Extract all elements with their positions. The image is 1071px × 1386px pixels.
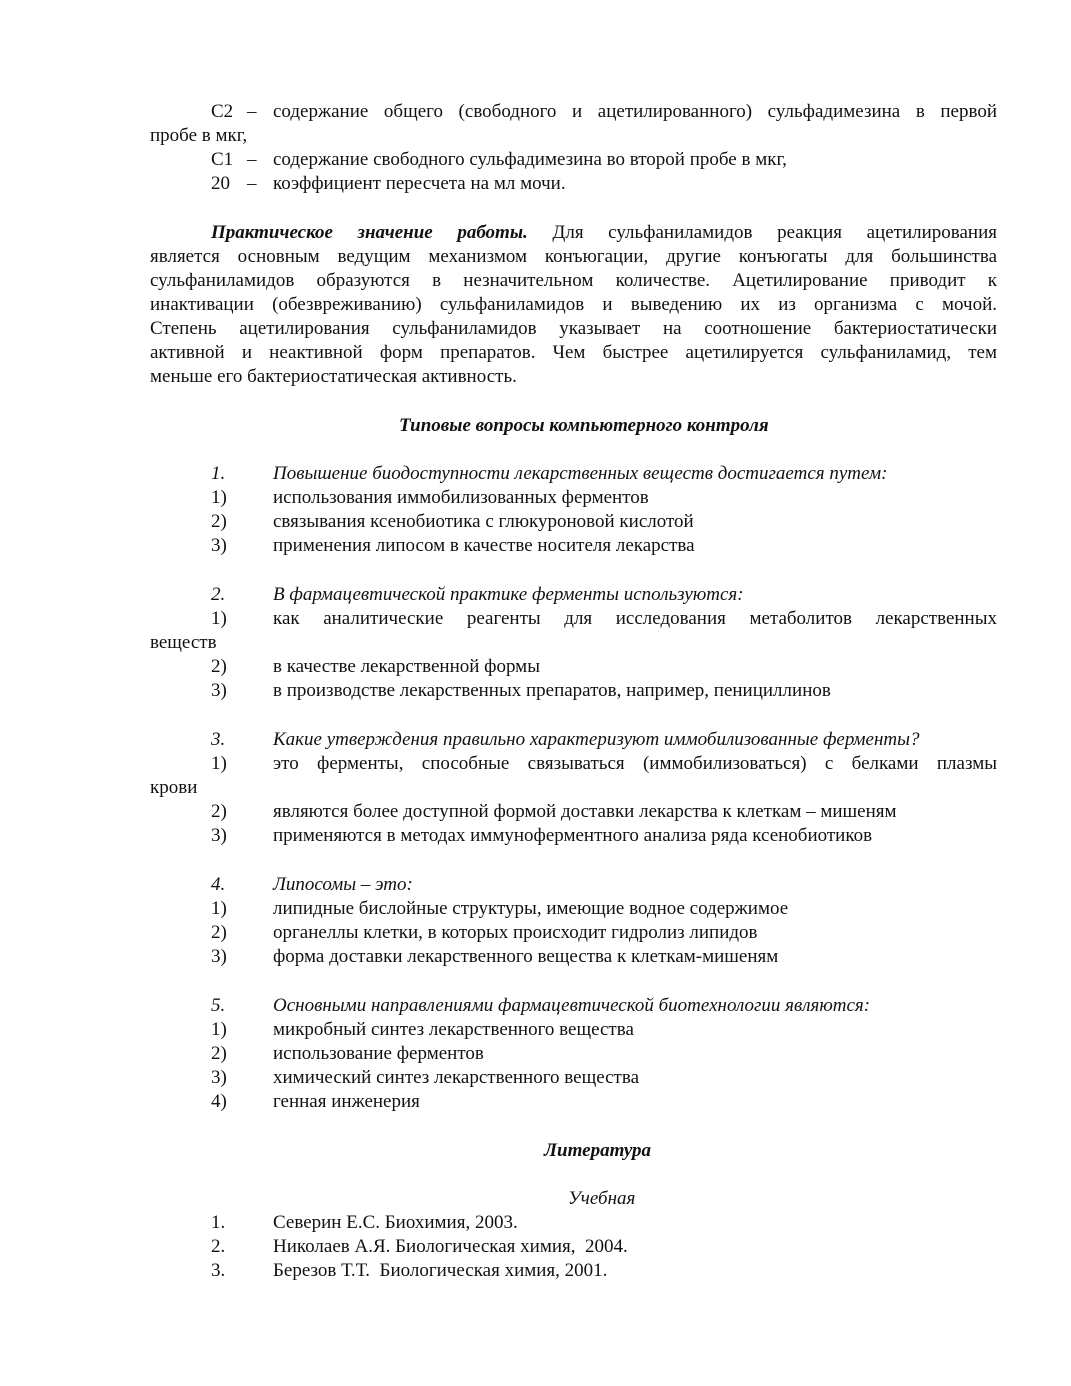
answer-number: 4) [211, 1091, 227, 1112]
var-definition: коэффициент пересчета на мл мочи. [273, 173, 566, 194]
practical-line: активной и неактивной форм препаратов. Чем быстрее ацетилируется сульфаниламид, тем [150, 342, 997, 363]
answer-text: форма доставки лекарственного вещества к клеткам-мишеням [273, 946, 779, 967]
answer-text: микробный синтез лекарственного вещества [273, 1019, 634, 1040]
answer-number: 1) [211, 898, 227, 919]
answer-number: 2) [211, 801, 227, 822]
var-dash: – [247, 101, 257, 122]
answer-number: 3) [211, 680, 227, 701]
practical-text: Для сульфаниламидов реакция ацетилирования [552, 222, 997, 243]
answer-number: 1) [211, 608, 227, 629]
answer-text: применяются в методах иммуноферментного анализа ряда ксенобиотиков [273, 825, 873, 846]
answer-text-cont: веществ [150, 632, 217, 653]
literature-subtitle: Учебная [568, 1188, 636, 1209]
practical-line: инактивации (обезвреживанию) сульфаниламидов и выведению их из организма с мочой. [150, 294, 997, 315]
answer-number: 1) [211, 487, 227, 508]
literature-number: 3. [211, 1260, 226, 1281]
var-symbol: С1 [211, 149, 234, 170]
question-number: 5. [211, 995, 226, 1016]
answer-number: 3) [211, 946, 227, 967]
answer-text: как аналитические реагенты для исследования метаболитов лекарственных [273, 608, 997, 629]
literature-item: Николаев А.Я. Биологическая химия, 2004. [273, 1236, 628, 1257]
var-definition: содержание свободного сульфадимезина во второй пробе в мкг, [273, 149, 787, 170]
question-number: 1. [211, 463, 226, 484]
answer-number: 2) [211, 922, 227, 943]
question-text: В фармацевтической практике ферменты используются: [273, 584, 744, 605]
questions-title: Типовые вопросы компьютерного контроля [399, 415, 769, 436]
var-dash: – [247, 173, 257, 194]
practical-line: меньше его бактериостатическая активность. [150, 366, 517, 387]
question-text: Липосомы – это: [273, 874, 413, 895]
practical-heading: Практическое значение работы. [211, 222, 528, 243]
answer-text: в производстве лекарственных препаратов, например, пенициллинов [273, 680, 831, 701]
answer-number: 1) [211, 753, 227, 774]
answer-text: использования иммобилизованных ферментов [273, 487, 649, 508]
question-number: 4. [211, 874, 226, 895]
var-definition: содержание общего (свободного и ацетилированного) сульфадимезина в первой [273, 101, 997, 122]
answer-text: использование ферментов [273, 1043, 484, 1064]
literature-item: Северин Е.С. Биохимия, 2003. [273, 1212, 518, 1233]
literature-number: 2. [211, 1236, 226, 1257]
answer-number: 1) [211, 1019, 227, 1040]
var-dash: – [247, 149, 257, 170]
answer-text: липидные бислойные структуры, имеющие водное содержимое [273, 898, 789, 919]
answer-text: являются более доступной формой доставки лекарства к клеткам – мишеням [273, 801, 897, 822]
question-number: 3. [211, 729, 226, 750]
question-text: Повышение биодоступности лекарственных веществ достигается путем: [273, 463, 888, 484]
question-number: 2. [211, 584, 226, 605]
answer-number: 3) [211, 825, 227, 846]
practical-line: Степень ацетилирования сульфаниламидов указывает на соотношение бактериостатически [150, 318, 997, 339]
answer-text: связывания ксенобиотика с глюкуроновой кислотой [273, 511, 694, 532]
practical-first-line [211, 221, 997, 245]
literature-number: 1. [211, 1212, 226, 1233]
answer-text: генная инженерия [273, 1091, 420, 1112]
answer-text-cont: крови [150, 777, 198, 798]
practical-line: сульфаниламидов образуются в незначительном количестве. Ацетилирование приводит к [150, 270, 997, 291]
question-text: Какие утверждения правильно характеризуют иммобилизованные ферменты? [273, 729, 920, 750]
literature-item: Березов Т.Т. Биологическая химия, 2001. [273, 1260, 608, 1281]
answer-number: 2) [211, 656, 227, 677]
practical-line: является основным ведущим механизмом конъюгации, другие конъюгаты для большинства [150, 246, 997, 267]
literature-title: Литература [544, 1140, 652, 1161]
answer-number: 2) [211, 511, 227, 532]
answer-number: 3) [211, 1067, 227, 1088]
var-definition-cont: пробе в мкг, [150, 125, 248, 146]
answer-text: это ферменты, способные связываться (иммобилизоваться) с белками плазмы [273, 753, 997, 774]
answer-text: применения липосом в качестве носителя лекарства [273, 535, 695, 556]
answer-text: органеллы клетки, в которых происходит гидролиз липидов [273, 922, 758, 943]
answer-number: 2) [211, 1043, 227, 1064]
answer-text: химический синтез лекарственного вещества [273, 1067, 640, 1088]
var-symbol: 20 [211, 173, 230, 194]
answer-text: в качестве лекарственной формы [273, 656, 540, 677]
question-text: Основными направлениями фармацевтической биотехнологии являются: [273, 995, 871, 1016]
var-symbol: С2 [211, 101, 234, 122]
answer-number: 3) [211, 535, 227, 556]
